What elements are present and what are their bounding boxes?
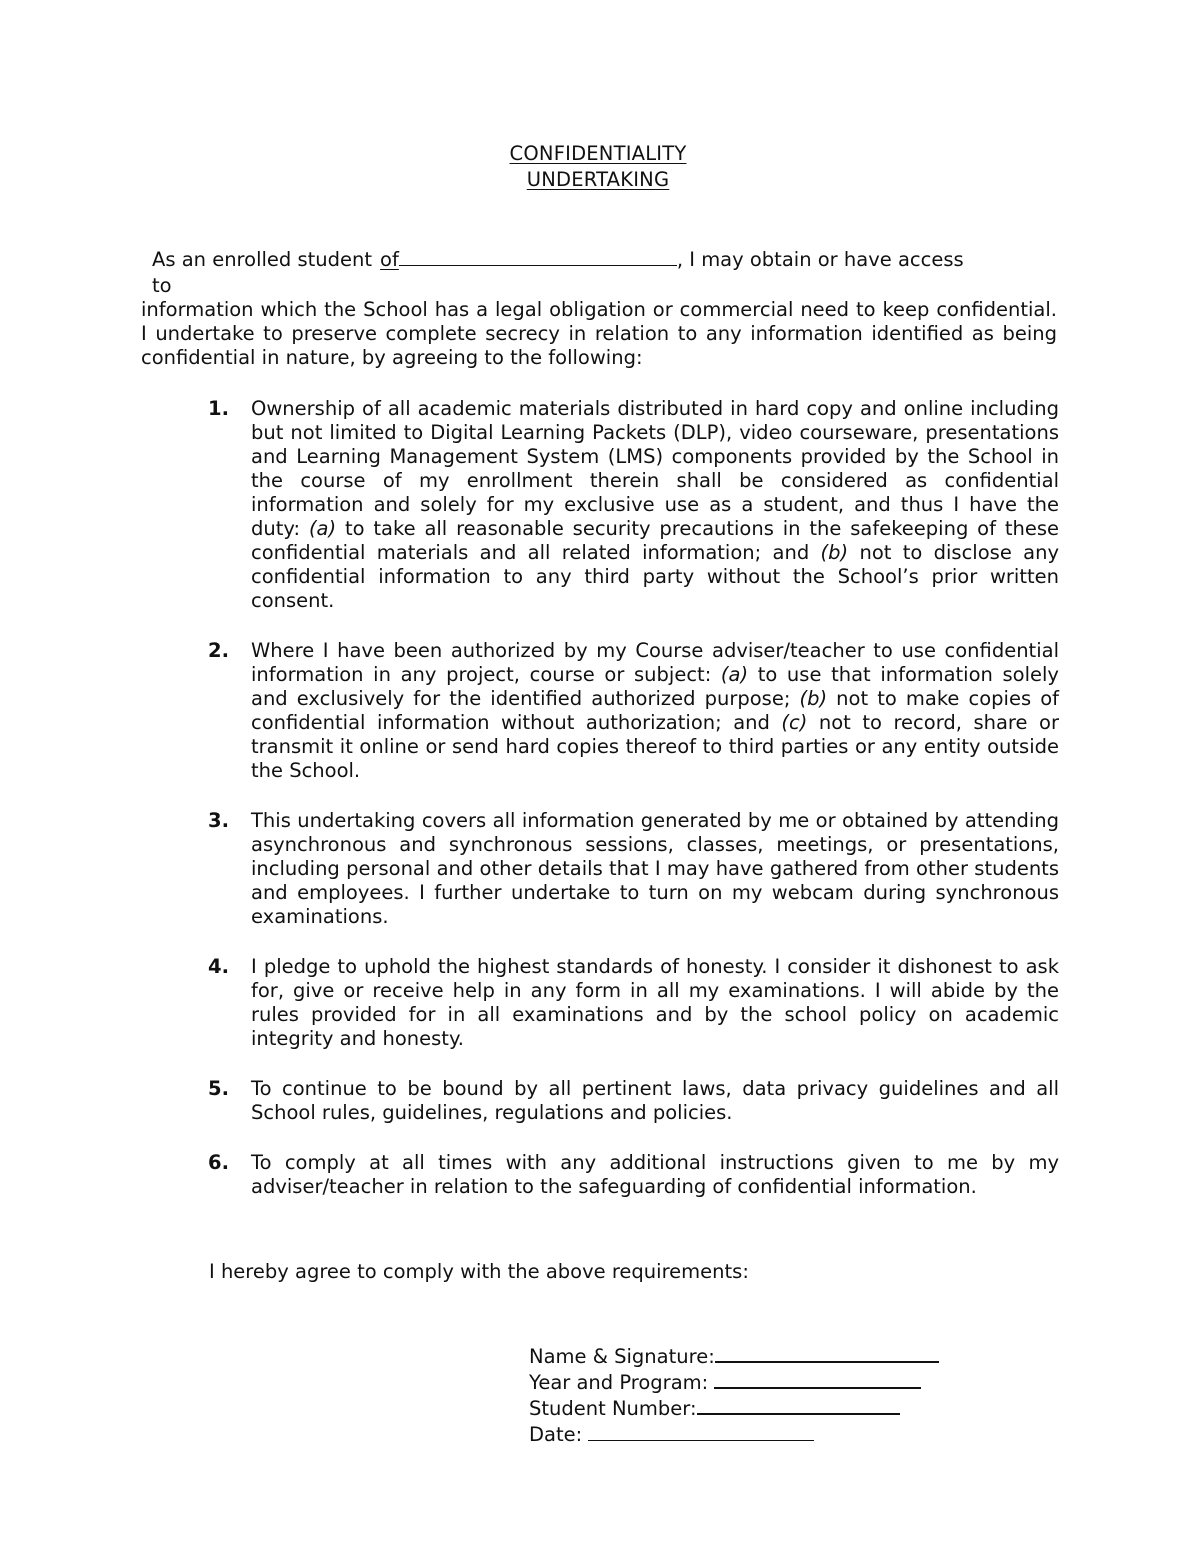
school-name-blank[interactable]: [399, 248, 677, 266]
signature-block: [529, 1344, 939, 1448]
list-item-number: 2.: [208, 639, 229, 662]
list-item-text: I pledge to uphold the highest standards of honesty. I consider it dishonest to ask for, give or receive help in any form in all my examinations. I will abide by the rules provided for in all examinations and by the school policy on academic integrity and honesty.: [251, 955, 1059, 1050]
date-field[interactable]: [588, 1424, 814, 1441]
list-item-number: 4.: [208, 955, 229, 978]
list-item-4: [0, 955, 1200, 1051]
document-title-line-2: UNDERTAKING: [526, 168, 670, 191]
year-program-row: [529, 1370, 939, 1396]
year-program-field[interactable]: [714, 1371, 921, 1389]
list-item-number: 3.: [208, 809, 229, 832]
list-item-number: 6.: [208, 1151, 229, 1174]
list-item-number: 1.: [208, 397, 229, 420]
document-title-line-1: CONFIDENTIALITY: [509, 142, 687, 165]
list-item-text: Where I have been authorized by my Course adviser/teacher to use confidential information in any project, course or subject: (a) to use that information solely and exclusively for the identified authorized purpose; (b) not to make copies of confidential information without authorization; and (c) not to record, share or transmit it online or send hard copies thereof to third parties or any entity outside the School.: [251, 639, 1059, 782]
year-program-label: Year and Program:: [529, 1371, 709, 1394]
list-item-5: [0, 1077, 1200, 1125]
intro-text-part-2: , I may obtain or have access: [676, 248, 964, 271]
intro-text-part-1: As an enrolled student: [152, 248, 373, 271]
date-label: Date:: [529, 1423, 583, 1446]
list-item-2: [0, 639, 1200, 783]
student-number-field[interactable]: [697, 1397, 900, 1415]
name-signature-field[interactable]: [715, 1345, 939, 1363]
list-item-text: To continue to be bound by all pertinent laws, data privacy guidelines and all School rules, guidelines, regulations and policies.: [251, 1077, 1059, 1124]
intro-to-word: to: [152, 274, 172, 297]
intro-paragraph: information which the School has a legal obligation or commercial need to keep confidential. I undertake to preserve complete secrecy in relation to any information identified as being confidential in nature, by agreeing to the following:: [141, 298, 1057, 369]
intro-of-word: of: [380, 248, 399, 271]
intro-first-line: [152, 248, 1058, 272]
date-row: [529, 1422, 939, 1448]
list-item-1: [0, 397, 1200, 613]
name-signature-label: Name & Signature:: [529, 1345, 715, 1368]
student-number-row: [529, 1396, 939, 1422]
list-item-text: This undertaking covers all information generated by me or obtained by attending asynchronous and synchronous sessions, classes, meetings, or presentations, including personal and other details that I may have gathered from other students and employees. I further undertake to turn on my webcam during synchronous examinations.: [251, 809, 1059, 928]
list-item-text: Ownership of all academic materials distributed in hard copy and online including but not limited to Digital Learning Packets (DLP), video courseware, presentations and Learning Management System (LMS) components provided by the School in the course of my enrollment therein shall be considered as confidential information and solely for my exclusive use as a student, and thus I have the duty: (a) to take all reasonable security precautions in the safekeeping of these confidential materials and all related information; and (b) not to disclose any confidential information to any third party without the School’s prior written consent.: [251, 397, 1059, 612]
list-item-text: To comply at all times with any additional instructions given to me by my adviser/teacher in relation to the safeguarding of confidential information.: [251, 1151, 1059, 1198]
undertaking-list: [0, 397, 1200, 1225]
list-item-6: [0, 1151, 1200, 1199]
student-number-label: Student Number:: [529, 1397, 697, 1420]
agreement-statement: I hereby agree to comply with the above requirements:: [209, 1260, 749, 1283]
name-signature-row: [529, 1344, 939, 1370]
list-item-number: 5.: [208, 1077, 229, 1100]
list-item-3: [0, 809, 1200, 929]
